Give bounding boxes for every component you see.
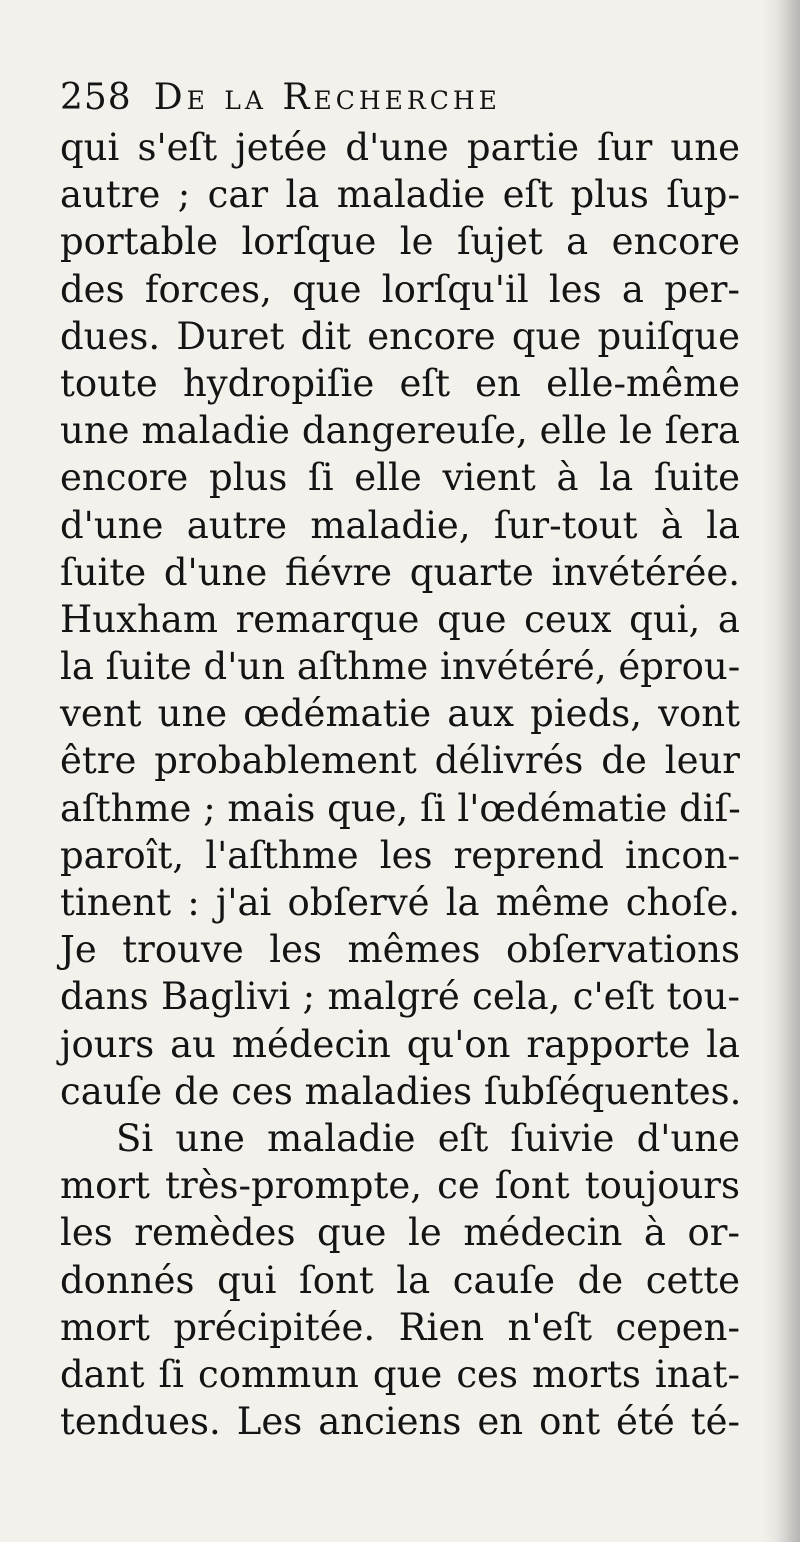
text-line: Huxham remarque que ceux qui, a	[60, 597, 740, 641]
text-line: Je trouve les mêmes obſervations	[60, 928, 740, 972]
text-line: être probablement délivrés de leur	[60, 739, 740, 783]
text-line: autre ; car la maladie eſt plus ſup-	[60, 173, 740, 217]
page-gutter-shadow	[762, 0, 800, 1542]
text-line: une maladie dangereuſe, elle le ſera	[60, 409, 740, 453]
text-line: tinent : j'ai obſervé la même choſe.	[60, 881, 740, 924]
text-line: aſthme ; mais que, ſi l'œdématie diſ-	[60, 786, 741, 830]
text-line: la ſuite d'un aſthme invétéré, éprou-	[60, 645, 741, 689]
text-line: les remèdes que le médecin à or-	[60, 1211, 740, 1255]
text-line: tendues. Les anciens en ont été té-	[60, 1400, 740, 1444]
text-line: Si une maladie eſt ſuivie d'une	[116, 1116, 740, 1160]
text-line: jours au médecin qu'on rapporte la	[60, 1022, 740, 1066]
text-line: qui s'eſt jetée d'une partie ſur une	[60, 126, 740, 169]
text-line: dues. Duret dit encore que puiſque	[60, 314, 740, 358]
text-line: toute hydropiſie eſt en elle-même	[60, 361, 740, 405]
text-line: mort précipitée. Rien n'eſt cepen-	[60, 1305, 740, 1349]
paragraph-1	[60, 124, 740, 1115]
paragraph-2	[60, 1115, 740, 1445]
page-text	[60, 72, 740, 1445]
text-line: cauſe de ces maladies ſubſéquentes.	[60, 1069, 742, 1113]
text-line: mort très-prompte, ce ſont toujours	[60, 1164, 740, 1208]
text-line: encore plus ſi elle vient à la ſuite	[60, 456, 740, 500]
text-line: portable lorſque le ſujet a encore	[60, 220, 740, 264]
text-line: ſuite d'une fiévre quarte invétérée.	[60, 550, 740, 594]
page-number: 258	[60, 77, 132, 118]
text-line: paroît, l'aſthme les reprend incon-	[60, 833, 740, 877]
page-header	[60, 72, 740, 124]
text-line: des forces, que lorſqu'il les a per-	[60, 267, 740, 311]
text-line: vent une œdématie aux pieds, vont	[60, 692, 740, 736]
text-line: d'une autre maladie, ſur-tout à la	[60, 503, 740, 547]
running-head: De la Recherche	[153, 77, 501, 118]
text-line: donnés qui ſont la cauſe de cette	[60, 1258, 740, 1302]
text-line: dant ſi commun que ces morts inat-	[60, 1352, 740, 1396]
text-line: dans Baglivi ; malgré cela, c'eſt tou-	[60, 975, 740, 1019]
